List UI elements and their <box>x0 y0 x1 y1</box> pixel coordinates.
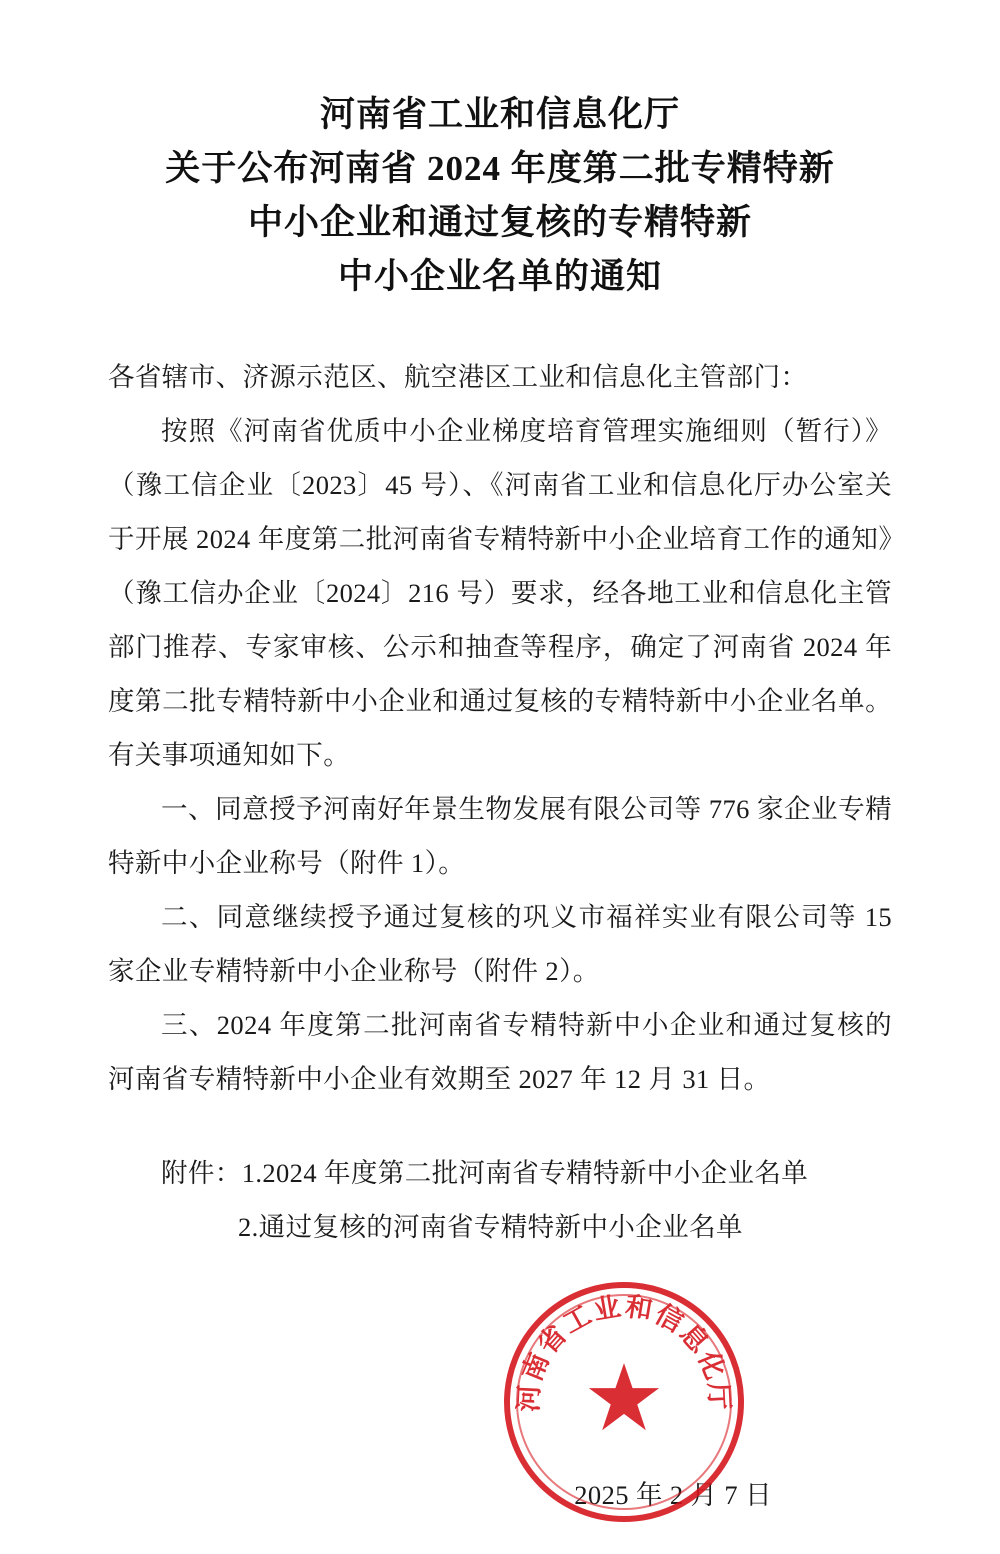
paragraph-item-3: 三、2024 年度第二批河南省专精特新中小企业和通过复核的河南省专精特新中小企业有效期至 2027 年 12 月 31 日。 <box>108 1010 892 1094</box>
title-line-3: 中小企业和通过复核的专精特新 <box>247 203 752 242</box>
document-body <box>108 350 892 1254</box>
svg-text:河南省工业和信息化厅: 河南省工业和信息化厅 <box>513 1291 735 1413</box>
star-icon <box>585 1360 663 1438</box>
title-line-4: 中小企业名单的通知 <box>337 257 662 296</box>
attachment-line-1: 附件：1.2024 年度第二批河南省专精特新中小企业名单 <box>161 1158 809 1188</box>
salutation: 各省辖市、济源示范区、航空港区工业和信息化主管部门： <box>108 362 808 392</box>
issue-date: 2025 年 2 月 7 日 <box>574 1480 772 1510</box>
paragraph-item-1: 一、同意授予河南好年景生物发展有限公司等 776 家企业专精特新中小企业称号（附件 1）。 <box>108 794 892 878</box>
paragraph-1: 按照《河南省优质中小企业梯度培育管理实施细则（暂行）》（豫工信企业〔2023〕45 号）、《河南省工业和信息化厅办公室关于开展 2024 年度第二批河南省专精特新中小企业培育工作的通知》（豫工信办企业〔2024〕216 号）要求，经各地工业和信息化主管部门推荐、专家审核、公示和抽查等程序，确定了河南省 2024 年度第二批专精特新中小企业和通过复核的专精特新中小企业名单。有关事项通知如下。 <box>108 416 892 770</box>
paragraph-item-2: 二、同意继续授予通过复核的巩义市福祥实业有限公司等 15 家企业专精特新中小企业称号（附件 2）。 <box>108 902 892 986</box>
title-line-1: 河南省工业和信息化厅 <box>319 95 680 134</box>
title-line-2: 关于公布河南省 2024 年度第二批专精特新 <box>165 149 835 188</box>
signature-area <box>108 1291 892 1554</box>
spacer <box>108 1106 892 1146</box>
document-title <box>108 88 892 304</box>
attachment-line-2: 2.通过复核的河南省专精特新中小企业名单 <box>238 1212 743 1242</box>
